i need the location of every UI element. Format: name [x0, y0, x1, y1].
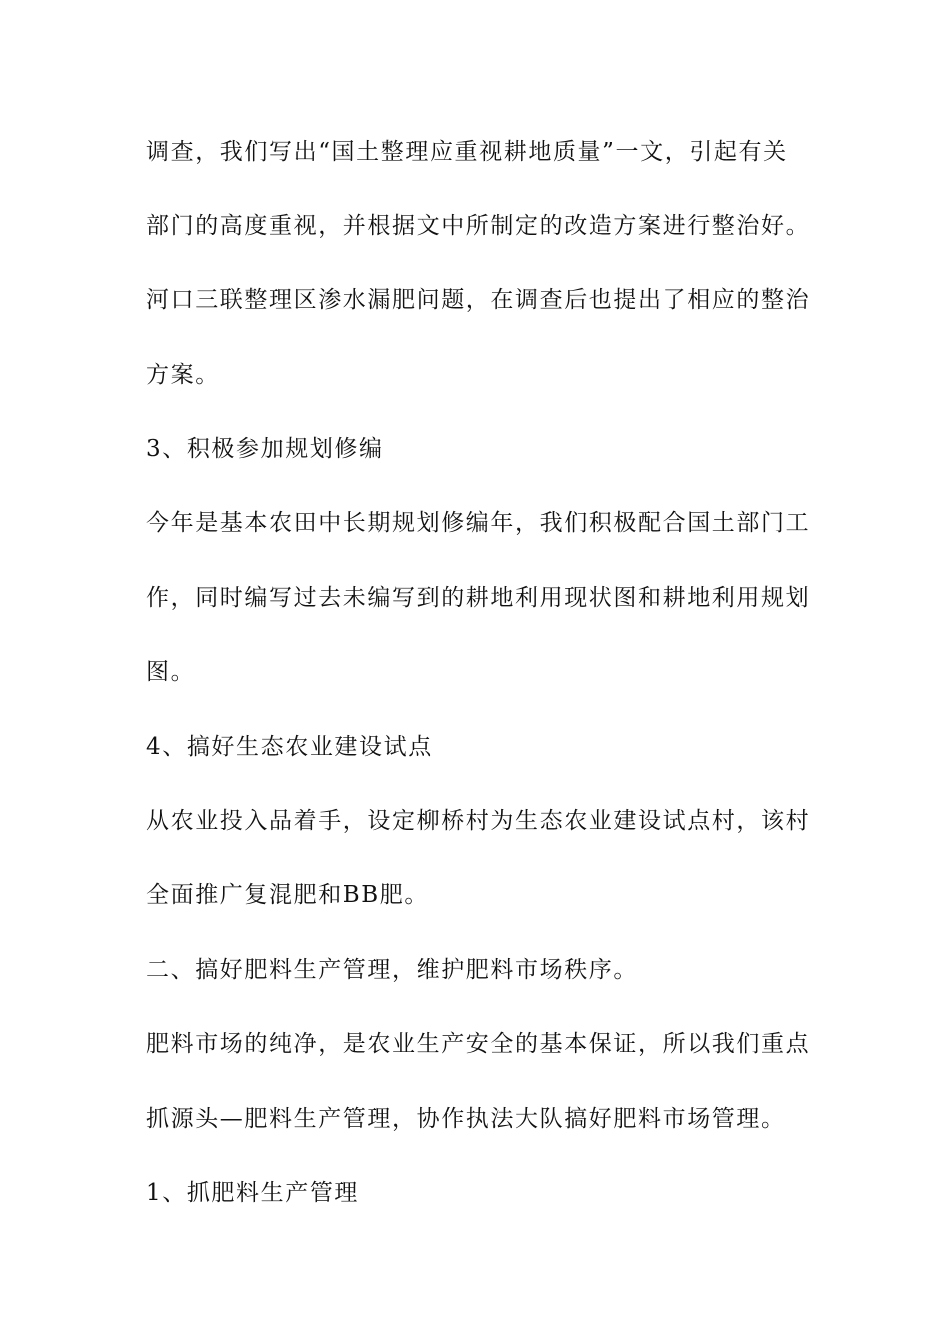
- paragraph-line: 图。: [146, 659, 196, 685]
- paragraph-line: 全面推广复混肥和BB肥。: [146, 882, 430, 908]
- paragraph-line: 河口三联整理区渗水漏肥问题，在调查后也提出了相应的整治: [146, 287, 811, 313]
- chapter-heading: 二、搞好肥料生产管理，维护肥料市场秩序。: [146, 957, 638, 983]
- paragraph-line: 部门的高度重视，并根据文中所制定的改造方案进行整治好。: [146, 213, 811, 239]
- section-heading: 1、抓肥料生产管理: [146, 1180, 360, 1206]
- paragraph-line: 今年是基本农田中长期规划修编年，我们积极配合国土部门工: [146, 510, 811, 536]
- paragraph-line: 调查，我们写出“国土整理应重视耕地质量”一文，引起有关: [146, 139, 788, 165]
- paragraph-line: 作，同时编写过去未编写到的耕地利用现状图和耕地利用规划: [146, 585, 811, 611]
- section-heading: 4、搞好生态农业建设试点: [146, 734, 433, 760]
- section-heading: 3、积极参加规划修编: [146, 436, 384, 462]
- paragraph-line: 抓源头—肥料生产管理，协作执法大队搞好肥料市场管理。: [146, 1106, 786, 1132]
- paragraph-line: 方案。: [146, 362, 220, 388]
- paragraph-line: 肥料市场的纯净，是农业生产安全的基本保证，所以我们重点: [146, 1031, 811, 1057]
- paragraph-line: 从农业投入品着手，设定柳桥村为生态农业建设试点村，该村: [146, 808, 811, 834]
